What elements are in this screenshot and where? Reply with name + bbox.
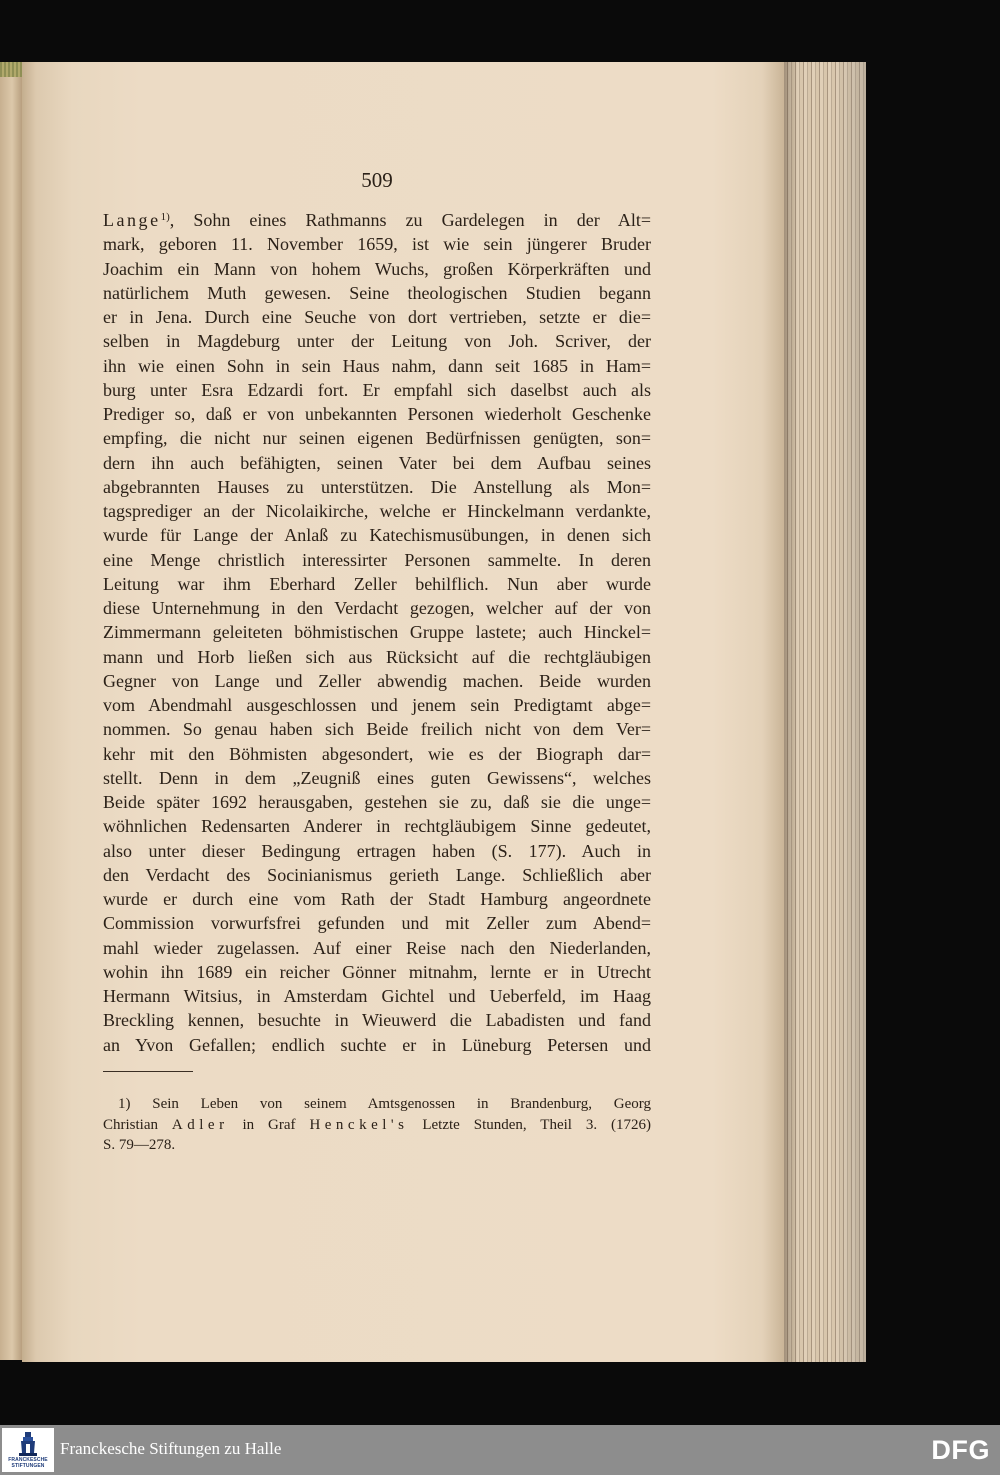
footnote-text: Christian (103, 1116, 158, 1133)
body-line: burg unter Esra Edzardi fort. Er empfahl sich daselbst auch als (103, 379, 651, 400)
body-line: wurde er durch eine vom Rath der Stadt Hamburg angeordnete (103, 889, 651, 909)
body-line: selben in Magdeburg unter der Leitung von Joh. Scriver, der (103, 331, 651, 352)
body-line: vom Abendmahl ausgeschlossen und jenem sein Predigtamt abge= (103, 695, 651, 715)
page-number: 509 (361, 168, 393, 192)
institution-logo[interactable] (2, 1428, 54, 1472)
footnote-line (103, 1115, 651, 1136)
left-page-edge (0, 64, 22, 1360)
body-line: er in Jena. Durch eine Seuche von dort vertrieben, setzte er die= (103, 307, 651, 327)
body-line: an Yvon Gefallen; endlich suchte er in Lüneburg Petersen und (103, 1034, 651, 1055)
body-line: mahl wieder zugelassen. Auf einer Reise nach den Niederlanden, (103, 937, 651, 958)
logo-caption: FRANCKESCHE STIFTUNGEN (8, 1457, 48, 1469)
footnote-text: in Graf (242, 1116, 296, 1133)
body-line: Joachim ein Mann von hohem Wuchs, großen Körperkräften und (103, 258, 651, 279)
franckesche-emblem-icon (17, 1431, 39, 1457)
body-line: wurde für Lange der Anlaß zu Katechismusübungen, in denen sich (103, 525, 651, 546)
body-line: also unter dieser Bedingung ertragen haben (S. 177). Auch in (103, 840, 651, 861)
body-line-rest: , Sohn eines Rathmanns zu Gardelegen in der Alt= (169, 210, 651, 230)
page-stack-shade (784, 62, 866, 1362)
author-name-spaced: Adler (171, 1116, 229, 1133)
body-line: mark, geboren 11. November 1659, ist wie sein jüngerer Bruder (103, 234, 651, 255)
body-line: wohin ihn 1689 ein reicher Gönner mitnahm, lernte er in Utrecht (103, 961, 651, 982)
body-line: Hermann Witsius, in Amsterdam Gichtel und Ueberfeld, im Haag (103, 986, 651, 1006)
body-line: ihn wie einen Sohn in sein Haus nahm, dann seit 1685 in Ham= (103, 355, 651, 376)
body-line: dern ihn auch befähigten, seinen Vater bei dem Aufbau seines (103, 452, 651, 473)
footnote-rule (103, 1071, 193, 1072)
body-line: diese Unternehmung in den Verdacht gezogen, welcher auf der von (103, 598, 651, 618)
body-line: kehr mit den Böhmisten abgesondert, wie es der Biograph dar= (103, 743, 651, 764)
footnote (103, 1094, 651, 1156)
body-line: nommen. So genau haben sich Beide freilich nicht von dem Ver= (103, 719, 651, 740)
footnote-text: Sein Leben von seinem Amtsgenossen in Brandenburg, Georg (152, 1096, 651, 1112)
body-line: wöhnlichen Redensarten Anderer in rechtgläubigem Sinne gedeutet, (103, 816, 651, 837)
body-line (103, 208, 651, 232)
footer-bar (0, 1425, 1000, 1475)
person-name-spaced: Lange (103, 210, 161, 230)
body-line: empfing, die nicht nur seinen eigenen Bedürfnissen genügten, son= (103, 428, 651, 449)
body-line: mann und Horb ließen sich aus Rücksicht auf die rechtgläubigen (103, 646, 651, 667)
footnote-marker: 1) (118, 1096, 131, 1112)
footnote-line: S. 79—278. (103, 1137, 176, 1153)
body-line: abgebrannten Hauses zu unterstützen. Die Anstellung als Mon= (103, 476, 651, 497)
author-name-spaced: Henckel's (309, 1116, 409, 1133)
body-line: natürlichem Muth gewesen. Seine theologischen Studien begann (103, 282, 651, 303)
body-text (103, 208, 651, 1057)
body-line: tagsprediger an der Nicolaikirche, welche er Hinckelmann verdankte, (103, 501, 651, 521)
body-line: Leitung war ihm Eberhard Zeller behilflich. Nun aber wurde (103, 573, 651, 594)
footnote-line (103, 1094, 651, 1115)
body-line: stellt. Denn in dem „Zeugniß eines guten Gewissens“, welches (103, 767, 651, 788)
body-line: Breckling kennen, besuchte in Wieuwerd die Labadisten und fand (103, 1010, 651, 1031)
body-line: Commission vorwurfsfrei gefunden und mit Zeller zum Abend= (103, 913, 651, 934)
body-line: Beide später 1692 herausgaben, gestehen sie zu, daß sie die unge= (103, 792, 651, 812)
dfg-logo[interactable]: DFG (931, 1435, 990, 1465)
body-line: Gegner von Lange und Zeller abwendig machen. Beide wurden (103, 670, 651, 691)
footnote-text: Letzte Stunden, Theil 3. (1726) (422, 1116, 651, 1133)
body-line: Zimmermann geleiteten böhmistischen Gruppe lastete; auch Hinckel= (103, 622, 651, 643)
body-line: eine Menge christlich interessirter Personen sammelte. In deren (103, 549, 651, 570)
body-line: den Verdacht des Socinianismus gerieth Lange. Schließlich aber (103, 864, 651, 885)
institution-name[interactable]: Franckesche Stiftungen zu Halle (60, 1439, 282, 1458)
body-line: Prediger so, daß er von unbekannten Personen wiederholt Geschenke (103, 404, 651, 424)
footnote-reference: 1) (160, 211, 170, 223)
